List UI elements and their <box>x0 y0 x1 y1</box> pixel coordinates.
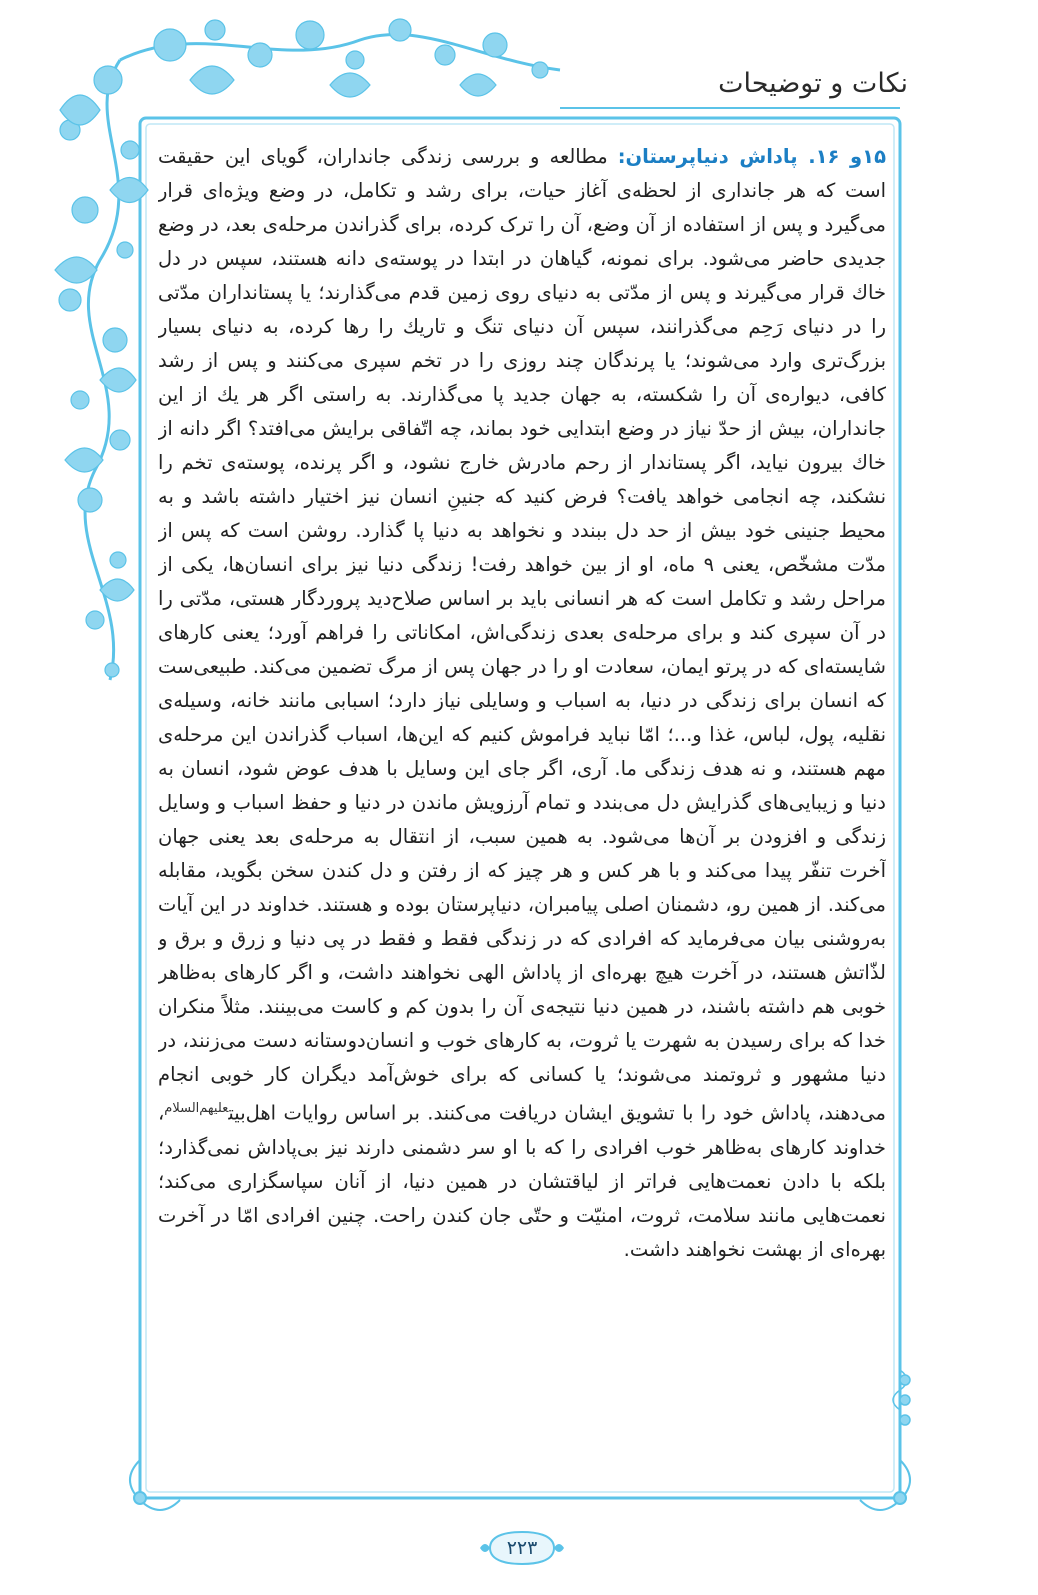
paragraph-body-end: ، خداوند کارهای به‌ظاهر خوب افرادی را که با او سر دشمنی دارند نیز بی‌پاداش نمی‌گذارد؛ بلکه با دادن نعمت‌هایی فراتر از لیاقتشان در همین دنیا، از آنان سپاسگزاری می‌کند؛ نعمت‌هایی مانند سلامت، ثروت، امنیّت و حتّی جان کندن راحت. چنین افرادی امّا در آخرت بهره‌ای از بهشت نخواهند داشت. <box>158 1101 886 1261</box>
side-ornament-right <box>893 1370 910 1425</box>
paragraph-body: مطالعه و بررسی زندگی جانداران، گویای این حقیقت است که هر جانداری از لحظه‌ی آغاز حیات، برای رشد و تکامل، در وضع ویژه‌ای قرار می‌گیرد و پس از استفاده از آن وضع، آن را ترک کرده، برای گذراندن مرحله‌ی بعد، در وضع جدیدی حاضر می‌شود. برای نمونه، گیاهان در ابتدا در پوسته‌ی دانه هستند، سپس در دل خاك قرار می‌گیرند و پس از مدّتی به دنیای روی زمین قدم می‌گذارند؛ یا پستانداران مدّتی را در دنیای رَحِم می‌گذرانند، سپس آن دنیای تنگ و تاریك را رها کرده، به دنیای بسیار بزرگ‌تری وارد می‌شوند؛ یا پرندگان چند روزی را در تخم سپری می‌کنند و پس از رشد کافی، دیواره‌ی آن را شکسته، به جهان جدید پا می‌گذارند. به راستی اگر هر یك از این جانداران، بیش از حدّ نیاز در وضع ابتدایی خود بماند، چه اتّفاقی برایش می‌افتد؟ اگر دانه از خاك بیرون نیاید، اگر پستاندار از رحم مادرش خارج نشود، و اگر پرنده، پوسته‌ی تخم را نشکند، چه انجامی خواهد یافت؟ فرض کنید که جنینِ انسان نیز اختیار داشته باشد و به محیط جنینی خود بیش از حد دل ببندد و نخواهد به دنیا پا گذارد. روشن است که پس از مدّت مشخّص، یعنی ۹ ماه، او از بین خواهد رفت! زندگی دنیا نیز برای انسان‌ها، یکی از مراحل رشد و تکامل است که هر انسانی باید بر اساس صلاح‌دید پروردگار هستی، مدّتی را در آن سپری کند و برای مرحله‌ی بعدی زندگی‌اش، امکاناتی را فراهم آورد؛ یعنی کارهای شایسته‌ای که در پرتو ایمان، سعادت او را در جهان پس از مرگ تضمین می‌کند. طبیعی‌ست که انسان برای زندگی در دنیا، به اسباب و وسایلی نیاز دارد؛ اسبابی مانند خانه، وسیله‌ی نقلیه، پول، لباس، غذا و...؛ امّا نباید فراموش کنیم که این‌ها، اسباب گذراندن این مرحله‌ی مهم هستند، و نه هدف زندگی ما. آری، اگر جای این وسایل با هدف عوض شود، انسان به دنیا و زیبایی‌های گذرایش دل می‌بندد و تمام آرزویش ماندن در دنیا و حفظ اسباب و وسایل زندگی و افزودن بر آن‌ها می‌شود. به همین سبب، از انتقال به مرحله‌ی بعد یعنی جهان آخرت تنفّر پیدا می‌کند و با هر کس و هر چیز که از رفتن و دل کندن سخن بگوید، مقابله می‌کند. از همین رو، دشمنان اصلی پیامبران، دنیاپرستان بوده و هستند. خداوند در این آیات به‌روشنی بیان می‌فرماید که افرادی که در زندگی فقط و فقط در پی دنیا و زرق و برق و لذّاتش هستند، در آخرت هیچ بهره‌ای از پاداش الهی نخواهند داشت، و اگر کارهای به‌ظاهر خوبی هم داشته باشند، در همین دنیا نتیجه‌ی آن را بدون کم و کاست می‌بینند. مثلاً منکران خدا که برای رسیدن به شهرت یا ثروت، به کارهای خوب و انسان‌دوستانه دست می‌زنند، در دنیا مشهور و ثروتمند می‌شوند؛ یا کسانی که برای خوش‌آمد دیگران کار خوبی انجام می‌دهند، پاداش خود را با تشویق ایشان دریافت می‌کنند. بر اساس روایات اهل‌بیت <box>158 145 886 1125</box>
floral-ornament-left <box>55 60 148 680</box>
body-text <box>158 140 886 1480</box>
honorific-mark: علیهم‌السلام <box>164 1101 229 1116</box>
paragraph <box>158 140 886 1267</box>
floral-ornament-top <box>120 19 560 97</box>
page-number: ۲۲۳ <box>506 1537 538 1559</box>
section-header-title: نکات و توضیحات <box>718 68 908 99</box>
paragraph-heading: ۱۵و ۱۶. پاداش دنیاپرستان: <box>617 145 886 168</box>
